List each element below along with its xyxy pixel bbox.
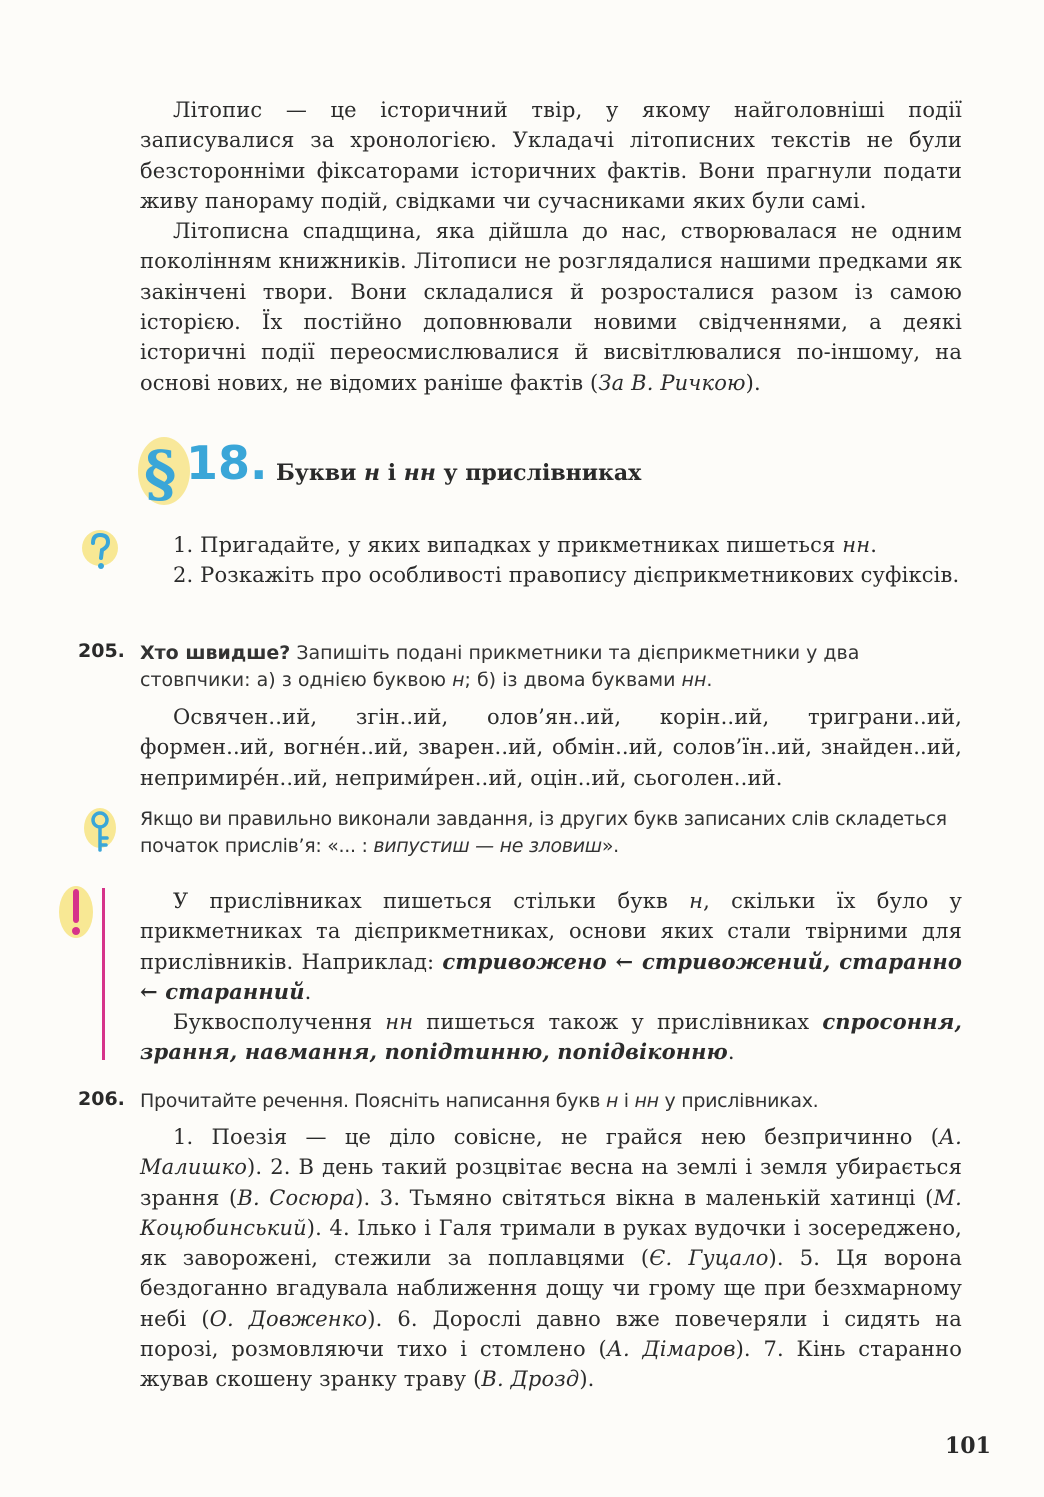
section-number: 18.	[186, 436, 268, 490]
section-title: Букви н і нн у прислівниках	[276, 460, 642, 486]
question-1: 1. Пригадайте, у яких випадках у прикметниках пишеться нн.	[173, 533, 878, 557]
rule-paragraph-2: Буквосполучення нн пишеться також у прислівниках спросоння, зрання, навмання, попідтинню, попідвіконню.	[140, 1009, 962, 1065]
exercise-205-task: Хто швидше? Запишіть подані прикметники та дієприкметники у два стовпчики: а) з однією буквою н; б) із двома буквами нн.	[140, 642, 860, 691]
exercise-205-hint: Якщо ви правильно виконали завдання, із других букв записаних слів складеться початок прислів’я: «... : випустиш — не зловиш».	[140, 808, 947, 857]
review-questions	[140, 530, 962, 591]
exercise-206-number: 206.	[78, 1088, 125, 1110]
spelling-rule	[140, 886, 962, 1068]
intro-paragraph-1: Літопис — це історичний твір, у якому найголовніші події записувалися за хронологією. Укладачі літописних текстів не були безсторонніми фіксаторами історичних фактів. Вони прагнули подати живу панораму подій, свідками чи сучасниками яких були самі.	[140, 98, 962, 213]
svg-text:§: §	[144, 437, 177, 509]
rule-paragraph-1: У прислівниках пишеться стільки букв н, скільки їх було у прикметниках та дієприкметниках, основи яких стали твірними для прислівників. Наприклад: стривожено ← стривожений, старанно ← старанний.	[140, 889, 962, 1004]
page-number: 101	[945, 1433, 991, 1459]
exclamation-icon	[56, 884, 96, 944]
key-icon	[82, 806, 120, 858]
question-2: 2. Розкажіть про особливості правопису дієприкметникових суфіксів.	[173, 563, 960, 588]
intro-text	[140, 95, 962, 398]
exercise-206-task: Прочитайте речення. Поясніть написання букв н і нн у прислівниках.	[140, 1090, 819, 1112]
exercise-205-words: Освячен..ий, згін..ий, олов’ян..ий, корін..ий, триграни..ий, формен..ий, вогне́н..ий, зварен..ий, обмін..ий, солов’їн..ий, знайден..ий, непримире́н..ий, неприми́рен..ий, оцін..ий, сьоголен..ий.	[140, 705, 962, 790]
source-citation: За В. Ричкою	[598, 370, 746, 395]
intro-paragraph-2: Літописна спадщина, яка дійшла до нас, створювалася не одним поколінням книжників. Літописи не розглядалися нашими предками як закінчені твори. Вони складалися й розросталися разом із самою історією. Їх постійно доповнювали новими свідченнями, а деякі історичні події переосмислювалися й висвітлювалися по-іншому, на основі нових, не відомих раніше фактів (За В. Ричкою).	[140, 219, 962, 395]
rule-highlight-bar	[102, 888, 105, 1060]
exercise-206-sentences: 1. Поезія — це діло совісне, не грайся нею безпричинно (А. Малишко). 2. В день такий розцвітає весна на землі і земля убирається зрання (В. Сосюра). 3. Тьмяно світяться вікна в маленькій хатинці (М. Коцюбинський). 4. Ілько і Галя тримали в руках вудочки і зосереджено, як заворожені, стежили за поплавцями (Є. Гуцало). 5. Ця ворона бездоганно вгадувала наближення дощу чи грому ще при безхмарному небі (О. Довженко). 6. Дорослі давно вже повечеряли і сидять на порозі, розмовляючи тихо і стомлено (А. Дімаров). 7. Кінь старанно жував скошену зранку траву (В. Дрозд).	[140, 1125, 962, 1392]
exercise-205-number: 205.	[78, 640, 125, 662]
exercise-205-lead: Хто швидше?	[140, 642, 291, 664]
question-icon	[80, 528, 120, 574]
